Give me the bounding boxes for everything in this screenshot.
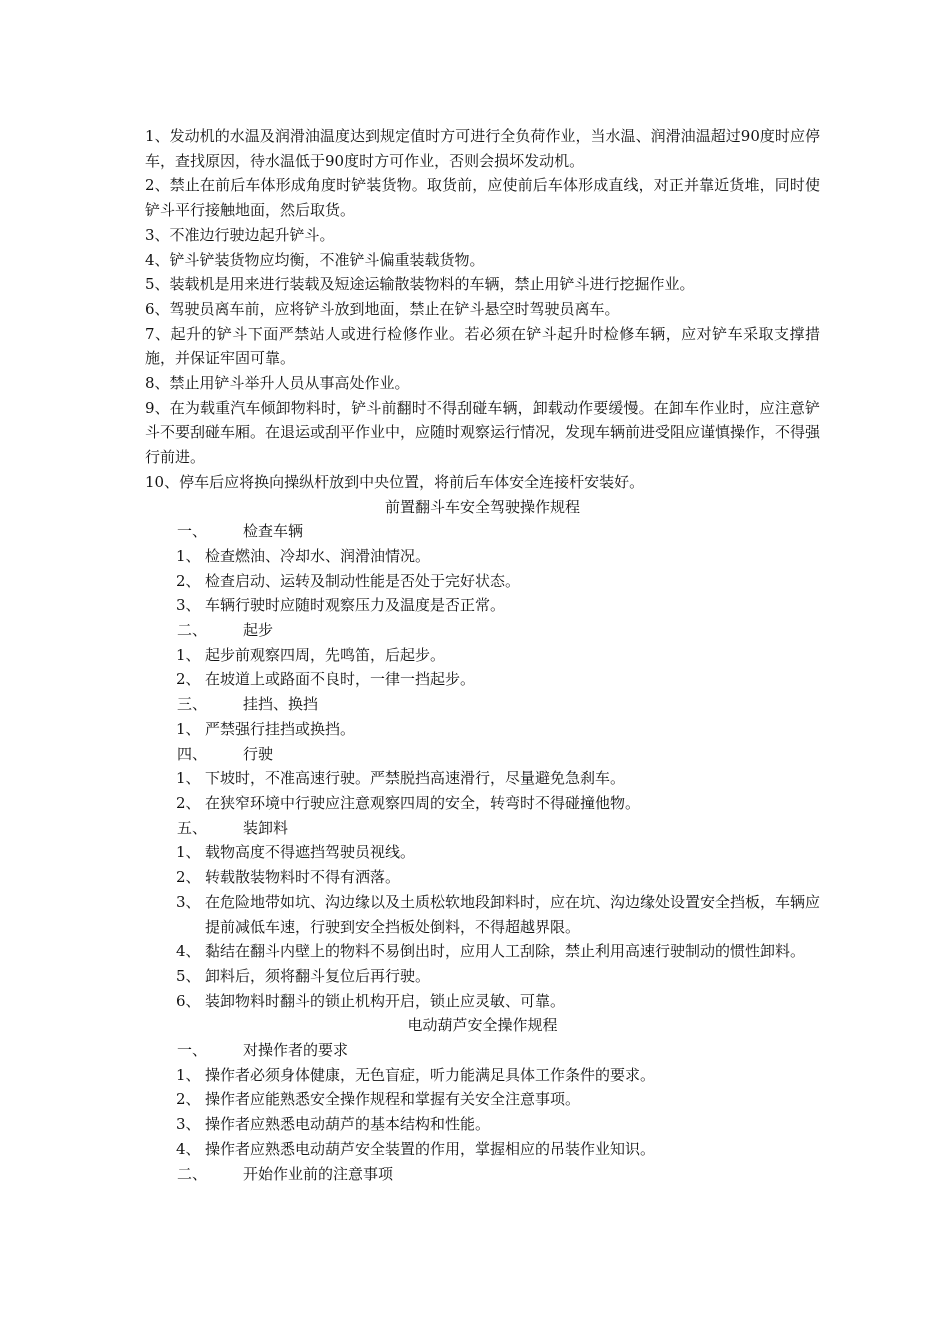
list-item [145, 593, 820, 618]
item-text: 严禁强行挂挡或换挡。 [205, 719, 356, 738]
item-text: 在坡道上或路面不良时，一律一挡起步。 [205, 670, 476, 689]
section-number: 四、 [177, 744, 208, 763]
document-page [145, 124, 820, 1186]
section-number: 三、 [177, 695, 208, 714]
item-number: 2、 [176, 1090, 201, 1109]
item-number: 2、 [176, 793, 201, 812]
item-text: 转载散装物料时不得有洒落。 [205, 868, 401, 887]
item-number: 1、 [176, 719, 201, 738]
item-text: 卸料后，须将翻斗复位后再行驶。 [205, 966, 431, 985]
section-title: 起步 [243, 621, 274, 640]
item-number: 1、 [176, 645, 201, 664]
loader-rule: 5、装载机是用来进行装载及短途运输散装物料的车辆，禁止用铲斗进行挖掘作业。 [145, 275, 695, 294]
loader-rule: 9、在为载重汽车倾卸物料时，铲斗前翻时不得刮碰车辆，卸载动作要缓慢。在卸车作业时，应注意铲斗不要刮碰车厢。在退运或刮平作业中，应随时观察运行情况，发现车辆前进受阻应谨慎操作，不得强行前进。 [145, 398, 821, 467]
list-item [145, 569, 820, 594]
list-item [145, 1087, 820, 1112]
item-number: 5、 [176, 966, 201, 985]
list-item [145, 1063, 820, 1088]
loader-rule: 2、禁止在前后车体形成角度时铲装货物。取货前，应使前后车体形成直线，对正并靠近货堆，同时使铲斗平行接触地面，然后取货。 [145, 176, 820, 220]
section-title: 检查车辆 [243, 522, 304, 541]
item-text: 下坡时，不准高速行驶。严禁脱挡高速滑行，尽量避免急刹车。 [205, 769, 626, 788]
item-text: 载物高度不得遮挡驾驶员视线。 [205, 843, 416, 862]
section-number: 一、 [177, 522, 208, 541]
item-number: 1、 [176, 843, 201, 862]
item-number: 1、 [176, 769, 201, 788]
item-number: 2、 [176, 571, 201, 590]
item-number: 3、 [176, 892, 201, 911]
item-text: 检查启动、运转及制动性能是否处于完好状态。 [205, 571, 521, 590]
list-item [145, 1137, 820, 1162]
section-number: 一、 [177, 1041, 208, 1060]
loader-rule: 10、停车后应将换向操纵杆放到中央位置，将前后车体安全连接杆安装好。 [145, 472, 645, 491]
list-item [145, 791, 820, 816]
item-number: 1、 [176, 1065, 201, 1084]
list-item [145, 544, 820, 569]
loader-rule: 8、禁止用铲斗举升人员从事高处作业。 [145, 374, 410, 393]
item-text: 车辆行驶时应随时观察压力及温度是否正常。 [205, 596, 506, 615]
section-title: 开始作业前的注意事项 [243, 1164, 394, 1183]
loader-rule: 1、发动机的水温及润滑油温度达到规定值时方可进行全负荷作业，当水温、润滑油温超过90度时应停车，查找原因，待水温低于90度时方可作业，否则会损坏发动机。 [145, 127, 820, 170]
item-number: 3、 [176, 596, 201, 615]
item-text: 检查燃油、冷却水、润滑油情况。 [205, 546, 431, 565]
dumper-title: 前置翻斗车安全驾驶操作规程 [384, 497, 580, 516]
item-number: 2、 [176, 868, 201, 887]
list-item [145, 964, 820, 989]
section-heading [145, 816, 820, 841]
section-number: 五、 [177, 818, 208, 837]
list-item [145, 989, 820, 1014]
list-item [145, 717, 820, 742]
list-item [145, 939, 820, 964]
section-number: 二、 [177, 1164, 208, 1183]
loader-rules [145, 124, 820, 495]
loader-rule: 3、不准边行驶边起升铲斗。 [145, 225, 335, 244]
section-number: 二、 [177, 621, 208, 640]
list-item [145, 766, 820, 791]
item-text: 操作者应能熟悉安全操作规程和掌握有关安全注意事项。 [205, 1090, 581, 1109]
item-number: 4、 [176, 1139, 201, 1158]
list-item [145, 840, 820, 865]
item-number: 2、 [176, 670, 201, 689]
section-heading [145, 618, 820, 643]
hoist-title: 电动葫芦安全操作规程 [407, 1016, 558, 1035]
item-text: 操作者应熟悉电动葫芦的基本结构和性能。 [205, 1115, 491, 1134]
loader-rule: 4、铲斗铲装货物应均衡，不准铲斗偏重装载货物。 [145, 250, 485, 269]
section-title: 装卸料 [243, 818, 289, 837]
loader-rule: 6、驾驶员离车前，应将铲斗放到地面，禁止在铲斗悬空时驾驶员离车。 [145, 299, 620, 318]
item-text: 在狭窄环境中行驶应注意观察四周的安全，转弯时不得碰撞他物。 [205, 793, 641, 812]
section-title: 对操作者的要求 [243, 1041, 349, 1060]
section-heading [145, 1038, 820, 1063]
section-heading [145, 692, 820, 717]
item-text: 黏结在翻斗内壁上的物料不易倒出时，应用人工刮除，禁止利用高速行驶制动的惯性卸料。 [205, 942, 806, 961]
item-text: 装卸物料时翻斗的锁止机构开启，锁止应灵敏、可靠。 [205, 991, 566, 1010]
list-item [145, 667, 820, 692]
item-number: 4、 [176, 942, 201, 961]
list-item [145, 865, 820, 890]
list-item [145, 890, 820, 939]
loader-rule: 7、起升的铲斗下面严禁站人或进行检修作业。若必须在铲斗起升时检修车辆，应对铲车采取支撑措施，并保证牢固可靠。 [145, 324, 820, 368]
item-text: 操作者必须身体健康，无色盲症，听力能满足具体工作条件的要求。 [205, 1065, 656, 1084]
item-number: 1、 [176, 546, 201, 565]
section-heading [145, 1162, 820, 1187]
item-number: 3、 [176, 1115, 201, 1134]
list-item [145, 643, 820, 668]
section-heading [145, 742, 820, 767]
section-title: 行驶 [243, 744, 274, 763]
item-text: 在危险地带如坑、沟边缘以及土质松软地段卸料时，应在坑、沟边缘处设置安全挡板，车辆应提前减低车速，行驶到安全挡板处倒料，不得超越界限。 [205, 892, 821, 936]
section-title: 挂挡、换挡 [243, 695, 319, 714]
item-text: 起步前观察四周，先鸣笛，后起步。 [205, 645, 446, 664]
list-item [145, 1112, 820, 1137]
section-heading [145, 519, 820, 544]
item-text: 操作者应熟悉电动葫芦安全装置的作用，掌握相应的吊装作业知识。 [205, 1139, 656, 1158]
item-number: 6、 [176, 991, 201, 1010]
